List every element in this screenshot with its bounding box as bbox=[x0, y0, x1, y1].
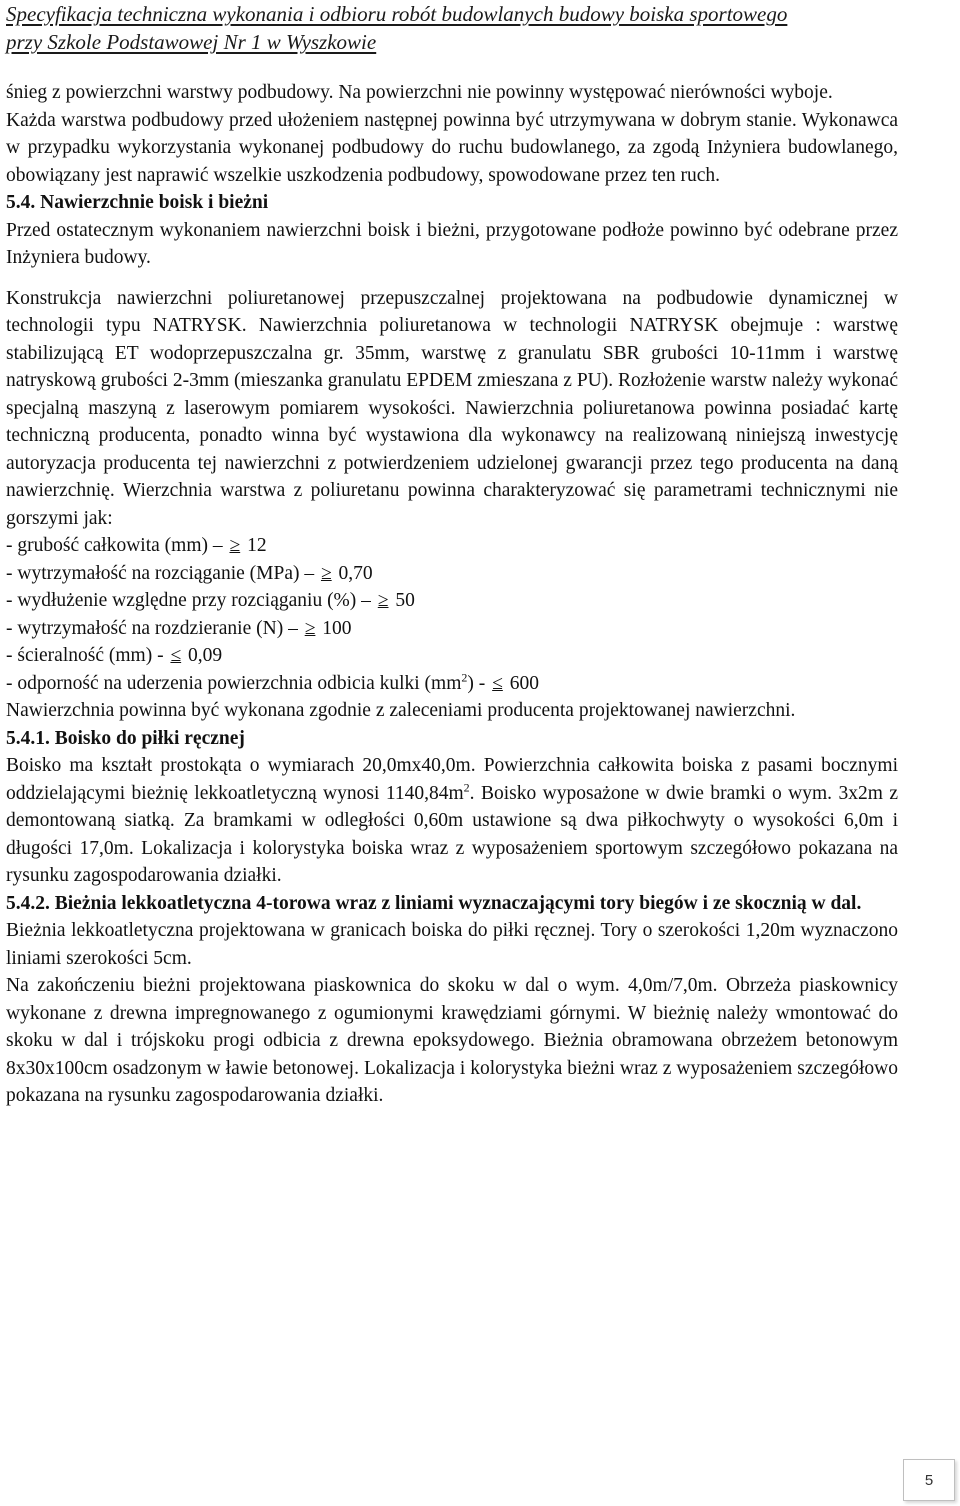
superscript: 2 bbox=[461, 670, 468, 684]
header-line-1: Specyfikacja techniczna wykonania i odbioru robót budowlanych budowy boiska sportowego bbox=[6, 2, 788, 26]
parameter-value: 0,70 bbox=[338, 562, 373, 584]
section-5-4-1-paragraph bbox=[6, 752, 898, 890]
page-number: 5 bbox=[903, 1459, 955, 1501]
parameter-label: - wytrzymałość na rozdzieranie (N) – bbox=[6, 617, 298, 639]
section-5-4-heading: 5.4. Nawierzchnie boisk i bieżni bbox=[6, 192, 269, 213]
superscript: 2 bbox=[463, 780, 470, 794]
section-5-4-paragraph-1: Przed ostatecznym wykonaniem nawierzchni boisk i bieżni, przygotowane podłoże powinno być odebrane przez Inżyniera budowy. bbox=[6, 219, 898, 268]
parameter-label: - ścieralność (mm) - bbox=[6, 645, 164, 666]
comparison-symbol: ≤ bbox=[492, 672, 503, 694]
parameter-item bbox=[6, 587, 898, 615]
intro-paragraph-1: śnieg z powierzchni warstwy podbudowy. Na powierzchni nie powinny występować nierówności wyboje. bbox=[6, 82, 833, 103]
section-5-4-2-heading: 5.4.2. Bieżnia lekkoatletyczna 4-torowa wraz z liniami wyznaczającymi tory biegów i ze skocznią w dal. bbox=[6, 892, 862, 914]
intro-paragraph-2: Każda warstwa podbudowy przed ułożeniem następnej powinna być utrzymywana w dobrym stanie. Wykonawca w przypadku wykorzystania wykonanej podbudowy do ruchu budowlanego, za zgodą Inżyniera budowlanego, obowiązany jest naprawić wszelkie uszkodzenia podbudowy, spowodowane przez ten ruch. bbox=[6, 109, 898, 186]
comparison-symbol: ≥ bbox=[304, 617, 316, 639]
parameter-label-end: ) - bbox=[467, 672, 486, 694]
parameter-item bbox=[6, 670, 898, 698]
comparison-symbol: ≥ bbox=[320, 562, 332, 584]
parameter-label: - grubość całkowita (mm) – bbox=[6, 535, 223, 556]
parameter-value: 600 bbox=[509, 672, 539, 694]
section-5-4-2-paragraph-1: Bieżnia lekkoatletyczna projektowana w granicach boiska do piłki ręcznej. Tory o szerokości 1,20m wyznaczono liniami szerokości 5cm. bbox=[6, 920, 898, 969]
parameter-item bbox=[6, 560, 898, 588]
parameter-value: 12 bbox=[247, 535, 267, 556]
parameter-label: - wydłużenie względne przy rozciąganiu (%) – bbox=[6, 590, 371, 611]
parameter-list bbox=[6, 532, 898, 697]
parameter-item bbox=[6, 532, 898, 560]
section-5-4-1-text-a: Boisko ma kształt prostokąta o wymiarach 20,0mx40,0m. Powierzchnia całkowita boiska z pasami bocznymi oddzielającymi bieżnię lekkoatletyczną wynosi 1140,84m bbox=[6, 755, 898, 804]
parameter-item bbox=[6, 642, 898, 670]
section-5-4-paragraph-2: Konstrukcja nawierzchni poliuretanowej przepuszczalnej projektowana na podbudowie dynamicznej w technologii typu NATRYSK. Nawierzchnia poliuretanowa w technologii NATRYSK obejmuje : warstwę stabilizującą ET wodoprzepuszczalna gr. 35mm, warstwę z granulatu SBR grubości 10-11mm i warstwę natryskową grubości 2-3mm (mieszanka granulatu EPDEM zmieszana z PU). Rozłożenie warstw należy wykonać specjalną maszyną z laserowym pomiarem wysokości. Nawierzchnia poliuretanowa powinna posiadać kartę techniczną producenta, ponadto winna być wystawiona dla wykonawcy na realizowaną niniejszą inwestycję autoryzacja producenta tej nawierzchni z potwierdzeniem udzielonej gwarancji przez tego producenta na daną nawierzchnię. Wierzchnia warstwa z poliuretanu powinna charakteryzować się parametrami technicznymi nie gorszymi jak: bbox=[6, 287, 898, 529]
parameter-item bbox=[6, 615, 898, 643]
parameter-value: 50 bbox=[395, 590, 415, 611]
parameter-label: - wytrzymałość na rozciąganie (MPa) – bbox=[6, 562, 315, 584]
comparison-symbol: ≤ bbox=[170, 645, 182, 666]
comparison-symbol: ≥ bbox=[377, 590, 389, 611]
comparison-symbol: ≥ bbox=[229, 535, 241, 556]
running-header bbox=[6, 0, 954, 56]
parameter-value: 0,09 bbox=[188, 645, 223, 666]
section-5-4-paragraph-3: Nawierzchnia powinna być wykonana zgodnie z zaleceniami producenta projektowanej nawierzchni. bbox=[6, 700, 796, 721]
section-5-4-1-text-b: . Boisko wyposażone w dwie bramki o wym. 3x2m z demontowaną siatką. Za bramkami w odległości 0,60m ustawione są dwa piłkochwyty o wysokości 6,0m i długości 17,0m. Lokalizacja i kolorystyka boiska wraz z wyposażeniem sportowym szczegółowo pokazana na rysunku zagospodarowania działki. bbox=[6, 782, 898, 886]
section-5-4-1-heading: 5.4.1. Boisko do piłki ręcznej bbox=[6, 727, 245, 749]
header-line-2: przy Szkole Podstawowej Nr 1 w Wyszkowie bbox=[6, 30, 377, 54]
section-5-4-2-paragraph-2: Na zakończeniu bieżni projektowana piaskownica do skoku w dal o wym. 4,0m/7,0m. Obrzeża piaskownicy wykonane z drewna impregnowanego z ogumionymi krawędziami górnymi. W bieżnię należy wmontować do skoku w dal i trójskoku progi odbicia z drewna epoksydowego. Bieżnia obramowana obrzeżem betonowym 8x30x100cm osadzonym w ławie betonowej. Lokalizacja i kolorystyka bieżni wraz z wyposażeniem szczegółowo pokazana na rysunku zagospodarowania działki. bbox=[6, 975, 898, 1106]
parameter-label: - odporność na uderzenia powierzchnia odbicia kulki (mm bbox=[6, 672, 462, 694]
document-body bbox=[6, 79, 898, 1110]
parameter-value: 100 bbox=[322, 617, 352, 639]
